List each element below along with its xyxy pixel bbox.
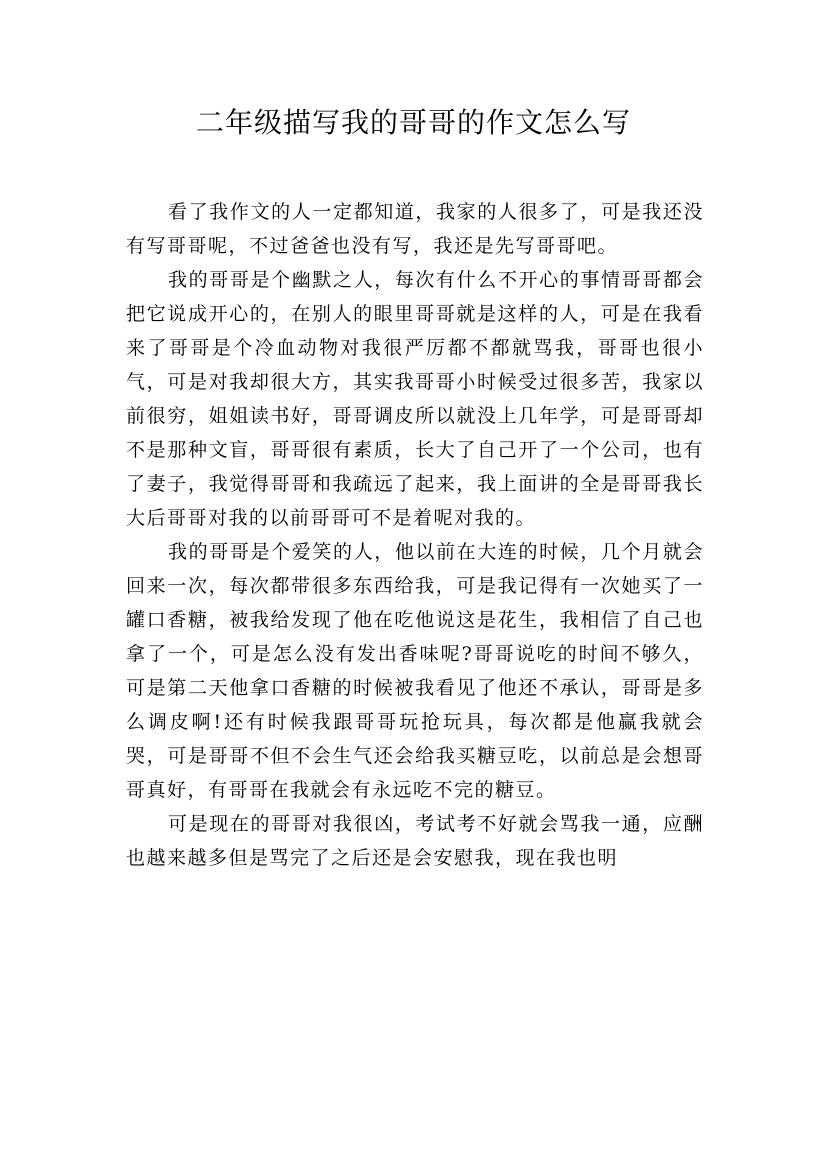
document-title: 二年级描写我的哥哥的作文怎么写 bbox=[195, 106, 631, 139]
paragraph-1: 看了我作文的人一定都知道，我家的人很多了，可是我还没有写哥哥呢，不过爸爸也没有写，我还是先写哥哥吧。 bbox=[126, 201, 704, 257]
paragraph-3: 我的哥哥是个爱笑的人，他以前在大连的时候，几个月就会回来一次，每次都带很多东西给我，可是我记得有一次她买了一罐口香糖，被我给发现了他在吃他说这是花生，我相信了自己也拿了一个，可是怎么没有发出香味呢?哥哥说吃的时间不够久，可是第二天他拿口香糖的时候被我看见了他还不承认，哥哥是多么调皮啊!还有时候我跟哥哥玩抢玩具，每次都是他赢我就会哭，可是哥哥不但不会生气还会给我买糖豆吃，以前总是会想哥哥真好，有哥哥在我就会有永远吃不完的糖豆。 bbox=[126, 541, 704, 801]
document-body bbox=[126, 195, 704, 875]
paragraph-2: 我的哥哥是个幽默之人，每次有什么不开心的事情哥哥都会把它说成开心的，在别人的眼里哥哥就是这样的人，可是在我看来了哥哥是个冷血动物对我很严厉都不都就骂我，哥哥也很小气，可是对我却很大方，其实我哥哥小时候受过很多苦，我家以前很穷，姐姐读书好，哥哥调皮所以就没上几年学，可是哥哥却不是那种文盲，哥哥很有素质，长大了自己开了一个公司，也有了妻子，我觉得哥哥和我疏远了起来，我上面讲的全是哥哥我长大后哥哥对我的以前哥哥可不是着呢对我的。 bbox=[126, 269, 704, 529]
paragraph-4: 可是现在的哥哥对我很凶，考试考不好就会骂我一通，应酬也越来越多但是骂完了之后还是会安慰我，现在我也明 bbox=[126, 813, 704, 869]
